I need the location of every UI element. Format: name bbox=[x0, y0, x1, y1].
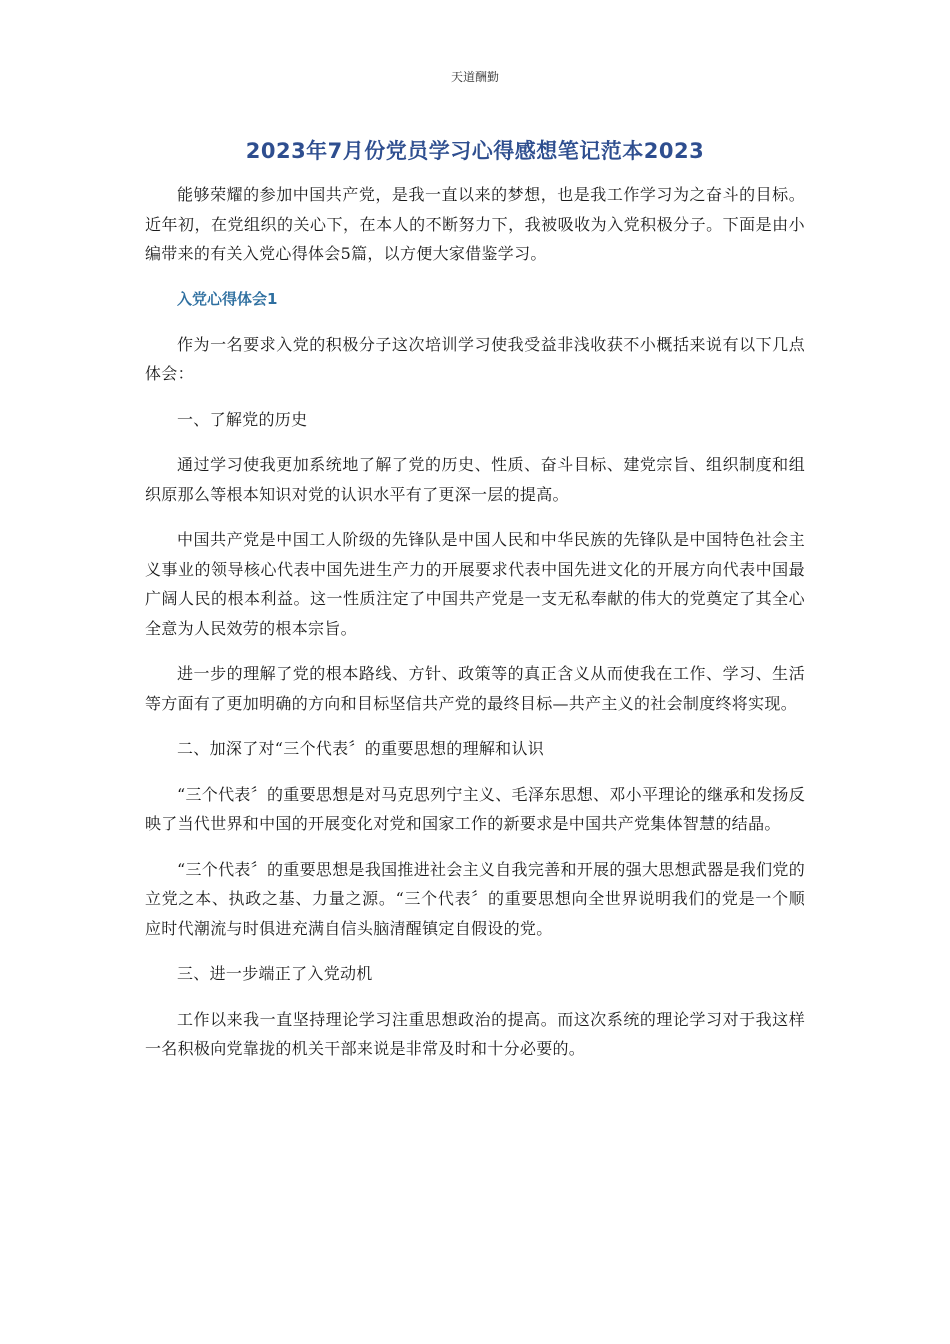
intro-paragraph: 能够荣耀的参加中国共产党，是我一直以来的梦想，也是我工作学习为之奋斗的目标。近年初，在党组织的关心下，在本人的不断努力下，我被吸收为入党积极分子。下面是由小编带来的有关入党心得体会5篇，以方便大家借鉴学习。 bbox=[145, 185, 805, 263]
paragraph: 进一步的理解了党的根本路线、方针、政策等的真正含义从而使我在工作、学习、生活等方面有了更加明确的方向和目标坚信共产党的最终目标—共产主义的社会制度终将实现。 bbox=[145, 664, 805, 713]
paragraph: “三个代表〞的重要思想是对马克思列宁主义、毛泽东思想、邓小平理论的继承和发扬反映了当代世界和中国的开展变化对党和国家工作的新要求是中国共产党集体智慧的结晶。 bbox=[145, 784, 805, 833]
document-title: 2023年7月份党员学习心得感想笔记范本2023 bbox=[245, 139, 705, 163]
paragraph: 工作以来我一直坚持理论学习注重思想政治的提高。而这次系统的理论学习对于我这样一名积极向党靠拢的机关干部来说是非常及时和十分必要的。 bbox=[145, 1009, 805, 1058]
section-heading: 一、了解党的历史 bbox=[177, 409, 308, 429]
section-heading: 三、进一步端正了入党动机 bbox=[177, 964, 373, 983]
paragraph: 作为一名要求入党的积极分子这次培训学习使我受益非浅收获不小概括来说有以下几点体会： bbox=[145, 334, 805, 383]
section-heading: 二、加深了对“三个代表〞的重要思想的理解和认识 bbox=[177, 739, 545, 758]
paragraph: 中国共产党是中国工人阶级的先锋队是中国人民和中华民族的先锋队是中国特色社会主义事业的领导核心代表中国先进生产力的开展要求代表中国先进文化的开展方向代表中国最广阔人民的根本利益。这一性质注定了中国共产党是一支无私奉献的伟大的党奠定了其全心全意为人民效劳的根本宗旨。 bbox=[145, 530, 805, 638]
paragraph: “三个代表〞的重要思想是我国推进社会主义自我完善和开展的强大思想武器是我们党的立党之本、执政之基、力量之源。“三个代表〞的重要思想向全世界说明我们的党是一个顺应时代潮流与时俱进充满自信头脑清醒镇定自假设的党。 bbox=[145, 859, 805, 938]
page-header: 天道酬勤 bbox=[450, 70, 499, 84]
paragraph: 通过学习使我更加系统地了解了党的历史、性质、奋斗目标、建党宗旨、组织制度和组织原那么等根本知识对党的认识水平有了更深一层的提高。 bbox=[145, 455, 805, 504]
document-body bbox=[145, 180, 805, 1080]
subheading: 入党心得体会1 bbox=[177, 289, 278, 308]
